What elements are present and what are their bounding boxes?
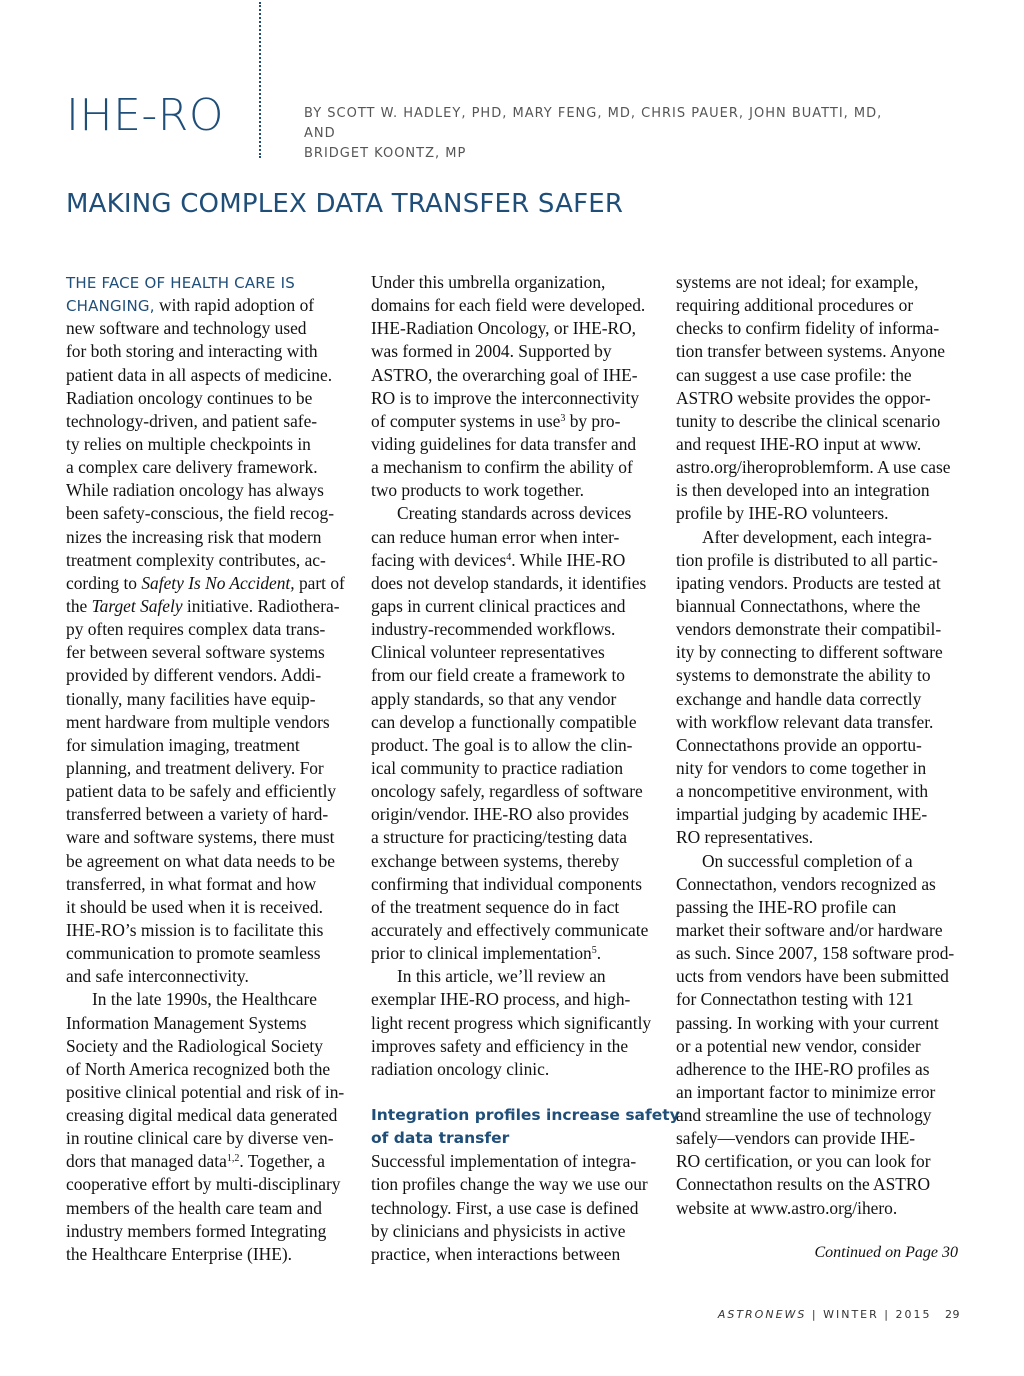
text-line: and streamline the use of technology <box>676 1105 932 1126</box>
text-line: ty relies on multiple checkpoints in <box>66 433 311 454</box>
text-line: radiation oncology clinic. <box>371 1058 550 1079</box>
text-line: patient data in all aspects of medicine. <box>66 364 333 385</box>
footnote-ref: 5 <box>591 945 597 957</box>
article-column-1 <box>66 271 352 1266</box>
text-line: confirming that individual components <box>371 873 642 894</box>
text-line: website at www.astro.org/ihero. <box>676 1197 898 1218</box>
text-line: can reduce human error when inter- <box>371 526 620 547</box>
text-line: of North America recognized both the <box>66 1058 331 1079</box>
text-line: Clinical volunteer representatives <box>371 642 605 663</box>
text-line: cording to Safety Is No Accident, part of <box>66 572 345 593</box>
text-line: Under this umbrella organization, <box>371 272 606 292</box>
text-line: from our field create a framework to <box>371 665 625 686</box>
text-line: Society and the Radiological Society <box>66 1035 323 1056</box>
text-line: checks to confirm fidelity of informa- <box>676 318 940 339</box>
article-column-2 <box>371 271 680 1266</box>
text-line: technology. First, a use case is defined <box>371 1197 639 1218</box>
text-line: can develop a functionally compatible <box>371 711 637 732</box>
text-line: does not develop standards, it identifies <box>371 572 647 593</box>
text-line: and safe interconnectivity. <box>66 966 249 987</box>
section-subhead: Integration profiles increase safety <box>371 1106 680 1125</box>
text-line: members of the health care team and <box>66 1197 322 1218</box>
text-line: Information Management Systems <box>66 1012 307 1033</box>
text-line: two products to work together. <box>371 480 585 501</box>
text-line: domains for each field were developed. <box>371 295 646 316</box>
section-label: IHE-RO <box>66 90 224 141</box>
text-line: systems to demonstrate the ability to <box>676 665 931 686</box>
text-line: creasing digital medical data generated <box>66 1105 338 1126</box>
text-line: On successful completion of a <box>702 850 913 871</box>
text-line: Connectathon, vendors recognized as <box>676 873 936 894</box>
text-line: tion transfer between systems. Anyone <box>676 341 946 362</box>
lead-in: THE FACE OF HEALTH CARE IS <box>66 274 295 292</box>
text-line: dors that managed data$^{1,2}$. Together, a <box>66 1151 325 1172</box>
footer-separator: | <box>884 1308 890 1321</box>
text-line: ASTRO, the overarching goal of IHE- <box>371 364 638 385</box>
issue-year: 2015 <box>895 1308 932 1321</box>
magazine-name: ASTRONEWS <box>717 1308 807 1321</box>
text-line: Successful implementation of integra- <box>371 1151 637 1172</box>
text-line: CHANGING, with rapid adoption of <box>66 295 315 316</box>
text-line: industry members formed Integrating <box>66 1220 327 1241</box>
text-line: py often requires complex data trans- <box>66 619 326 640</box>
text-line: nity for vendors to come together in <box>676 757 927 778</box>
text-line: of computer systems in use$^3$ by pro- <box>371 410 621 431</box>
text-line: tion profiles change the way we use our <box>371 1174 648 1195</box>
section-subhead: of data transfer <box>371 1129 510 1148</box>
footnote-ref: 3 <box>560 412 566 424</box>
text-line: RO certification, or you can look for <box>676 1151 931 1172</box>
text-line: new software and technology used <box>66 318 307 339</box>
text-line: positive clinical potential and risk of in- <box>66 1081 345 1102</box>
text-line: tionally, many facilities have equip- <box>66 688 316 709</box>
paragraph-gap <box>371 1081 661 1104</box>
text-line: systems are not ideal; for example, <box>676 272 919 292</box>
text-line: nizes the increasing risk that modern <box>66 526 322 547</box>
text-line: ipating vendors. Products are tested at <box>676 572 941 593</box>
text-line: light recent progress which significantly <box>371 1012 652 1033</box>
text-line <box>66 271 352 294</box>
dotted-divider <box>259 2 261 158</box>
text-line: the Healthcare Enterprise (IHE). <box>66 1243 292 1264</box>
text-line: and request IHE-RO input at www. <box>676 433 922 454</box>
text-line: ical community to practice radiation <box>371 757 624 778</box>
text-line: Radiation oncology continues to be <box>66 387 313 408</box>
text-line: communication to promote seamless <box>66 943 321 964</box>
text-line: viding guidelines for data transfer and <box>371 433 637 454</box>
footnote-ref: 1,2 <box>226 1153 240 1165</box>
text-line: After development, each integra- <box>702 526 932 547</box>
text-line: In this article, we’ll review an <box>397 966 606 987</box>
text-line: market their software and/or hardware <box>676 919 943 940</box>
text-line: profile by IHE-RO volunteers. <box>676 503 889 524</box>
text-line: was formed in 2004. Supported by <box>371 341 612 362</box>
text-line: ware and software systems, there must <box>66 827 335 848</box>
text-line: of the treatment sequence do in fact <box>371 896 620 917</box>
text-line: for Connectathon testing with 121 <box>676 989 914 1010</box>
text-line: a structure for practicing/testing data <box>371 827 627 848</box>
text-line: is then developed into an integration <box>676 480 930 501</box>
text-line: apply standards, so that any vendor <box>371 688 617 709</box>
text-line: passing. In working with your current <box>676 1012 939 1033</box>
text-line: exchange and handle data correctly <box>676 688 922 709</box>
text-line: ucts from vendors have been submitted <box>676 966 949 987</box>
text-line: IHE-Radiation Oncology, or IHE-RO, <box>371 318 636 339</box>
text-line: product. The goal is to allow the clin- <box>371 734 633 755</box>
text-line: IHE-RO’s mission is to facilitate this <box>66 919 324 940</box>
text-line: gaps in current clinical practices and <box>371 595 626 616</box>
text-line: the Target Safely initiative. Radiothera- <box>66 595 340 616</box>
text-line: Connectathons provide an opportu- <box>676 734 922 755</box>
text-line: astro.org/iheroproblemform. A use case <box>676 457 951 478</box>
text-line: facing with devices$^4$. While IHE-RO <box>371 549 626 570</box>
text-line: oncology safely, regardless of software <box>371 781 643 802</box>
text-line: vendors demonstrate their compatibil- <box>676 619 942 640</box>
text-line: adherence to the IHE-RO profiles as <box>676 1058 930 1079</box>
text-line: In the late 1990s, the Healthcare <box>92 989 318 1010</box>
text-line: exchange between systems, thereby <box>371 850 620 871</box>
text-line: can suggest a use case profile: the <box>676 364 912 385</box>
text-line: be agreement on what data needs to be <box>66 850 335 871</box>
text-line: exemplar IHE-RO process, and high- <box>371 989 631 1010</box>
article-column-3 <box>676 271 966 1220</box>
byline-line: BY SCOTT W. HADLEY, PHD, MARY FENG, MD, CHRIS PAUER, JOHN BUATTI, MD, AND <box>304 106 883 141</box>
text-line: a complex care delivery framework. <box>66 457 318 478</box>
text-line: with workflow relevant data transfer. <box>676 711 934 732</box>
text-line: tunity to describe the clinical scenario <box>676 410 941 431</box>
text-line: cooperative effort by multi-disciplinary <box>66 1174 341 1195</box>
text-line: a noncompetitive environment, with <box>676 781 929 802</box>
text-line: in routine clinical care by diverse ven- <box>66 1128 334 1149</box>
text-line: RO representatives. <box>676 827 814 848</box>
article-headline: MAKING COMPLEX DATA TRANSFER SAFER <box>66 189 624 219</box>
italic-title: Target Safely <box>91 595 183 616</box>
continued-note: Continued on Page 30 <box>814 1244 958 1261</box>
text-line: industry-recommended workflows. <box>371 619 616 640</box>
text-line: or a potential new vendor, consider <box>676 1035 921 1056</box>
text-line: origin/vendor. IHE-RO also provides <box>371 804 629 825</box>
page-number: 29 <box>945 1308 960 1321</box>
text-line: impartial judging by academic IHE- <box>676 804 928 825</box>
text-line: practice, when interactions between <box>371 1243 621 1264</box>
text-line: RO is to improve the interconnectivity <box>371 387 640 408</box>
text-line: prior to clinical implementation$^5$. <box>371 943 602 964</box>
text-line: tion profile is distributed to all partic- <box>676 549 938 570</box>
text-line: a mechanism to confirm the ability of <box>371 457 633 478</box>
text-line: passing the IHE-RO profile can <box>676 896 897 917</box>
text-line: transferred between a variety of hard- <box>66 804 329 825</box>
footnote-ref: 4 <box>506 551 512 563</box>
text-line: treatment complexity contributes, ac- <box>66 549 326 570</box>
footer-separator: | <box>811 1308 818 1321</box>
text-line: Creating standards across devices <box>397 503 632 524</box>
text-line: While radiation oncology has always <box>66 480 324 501</box>
text-line: fer between several software systems <box>66 642 325 663</box>
text-line: ity by connecting to different software <box>676 642 943 663</box>
text-line: technology-driven, and patient safe- <box>66 410 318 431</box>
text-line: provided by different vendors. Addi- <box>66 665 322 686</box>
byline <box>304 104 904 164</box>
text-line: ASTRO website provides the oppor- <box>676 387 931 408</box>
text-line: ment hardware from multiple vendors <box>66 711 330 732</box>
text-line: been safety-conscious, the field recog- <box>66 503 334 524</box>
text-line: biannual Connectathons, where the <box>676 595 921 616</box>
text-line: patient data to be safely and efficiently <box>66 781 337 802</box>
text-line: Connectathon results on the ASTRO <box>676 1174 931 1195</box>
text-line: improves safety and efficiency in the <box>371 1035 629 1056</box>
text-line: for both storing and interacting with <box>66 341 318 362</box>
italic-title: Safety Is No Accident, <box>141 572 295 593</box>
byline-line: BRIDGET KOONTZ, MP <box>304 146 467 161</box>
text-line: requiring additional procedures or <box>676 295 914 316</box>
text-line: it should be used when it is received. <box>66 896 323 917</box>
issue-season: WINTER <box>823 1308 879 1321</box>
page-footer <box>600 1308 960 1321</box>
text-line: an important factor to minimize error <box>676 1081 936 1102</box>
text-line: for simulation imaging, treatment <box>66 734 300 755</box>
text-line: planning, and treatment delivery. For <box>66 757 324 778</box>
lead-in: CHANGING, <box>66 297 155 316</box>
text-line: accurately and effectively communicate <box>371 919 649 940</box>
text-line: by clinicians and physicists in active <box>371 1220 626 1241</box>
text-line: safely—vendors can provide IHE- <box>676 1128 916 1149</box>
text-line: transferred, in what format and how <box>66 873 317 894</box>
text-line: as such. Since 2007, 158 software prod- <box>676 943 955 964</box>
